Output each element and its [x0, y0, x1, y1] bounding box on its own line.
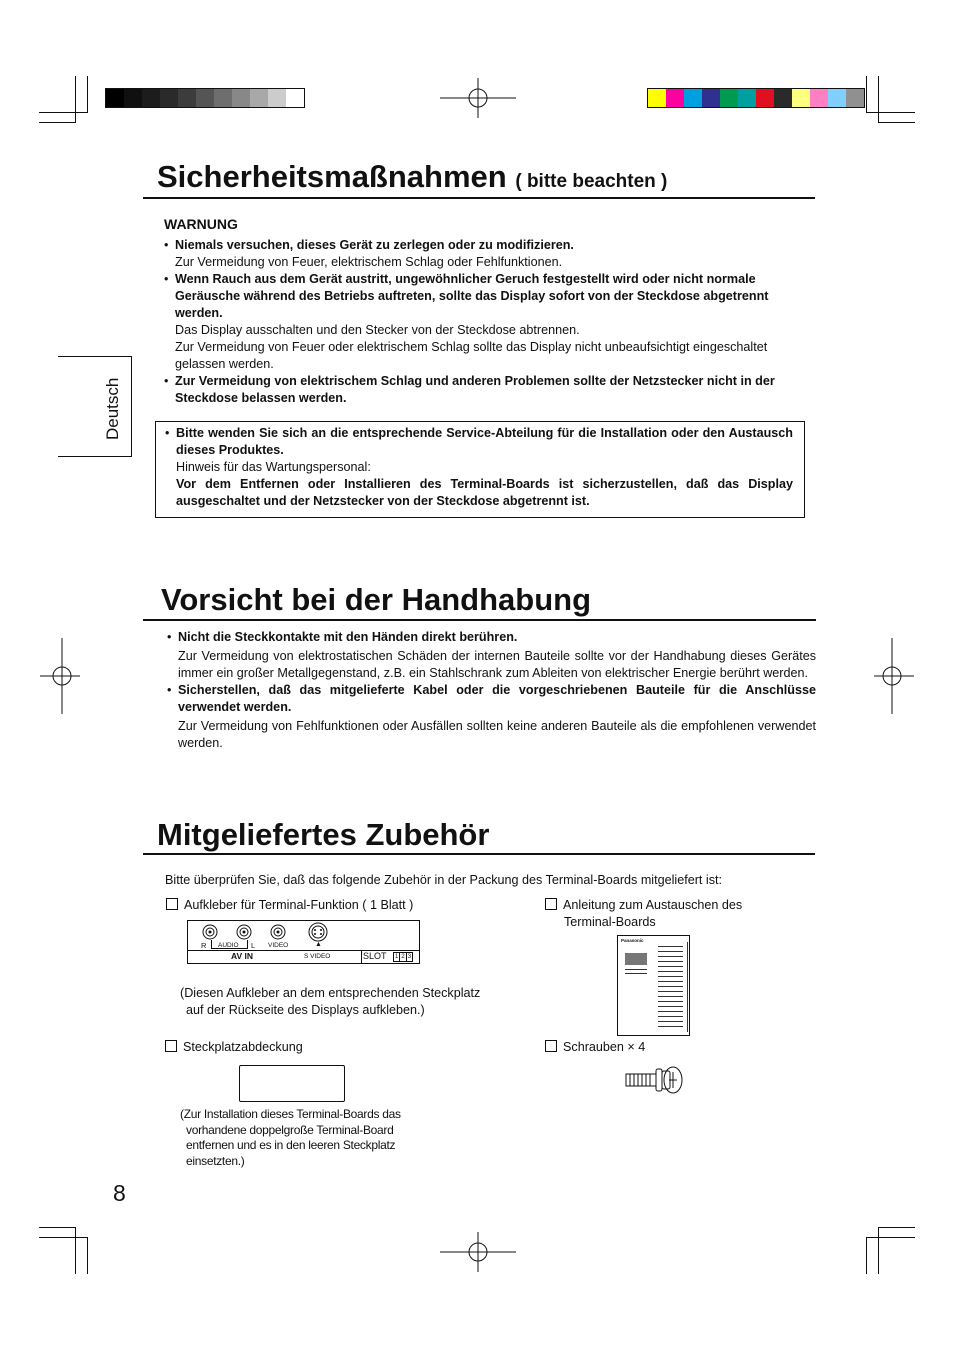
- crop-mark: [866, 1237, 915, 1238]
- color-swatch: [268, 89, 286, 107]
- manual-text-line: [658, 951, 683, 952]
- list-item-bold: Niemals versuchen, dieses Gerät zu zerlegen oder zu modifizieren.: [175, 238, 574, 252]
- note-line: (Zur Installation dieses Terminal-Boards das: [180, 1107, 401, 1121]
- registration-target-icon: [874, 638, 914, 714]
- section-subtitle: ( bitte beachten ): [515, 171, 668, 192]
- accessory-label: Anleitung zum Austauschen des: [563, 898, 743, 912]
- note-line: auf der Rückseite des Displays aufkleben.): [186, 1003, 425, 1017]
- color-swatch: [720, 89, 738, 107]
- manual-text-line: [658, 1011, 683, 1012]
- registration-target-icon: [440, 1232, 516, 1272]
- accessory-label: Aufkleber für Terminal-Funktion ( 1 Blatt ): [184, 898, 414, 912]
- color-swatch: [756, 89, 774, 107]
- manual-text-line: [658, 961, 683, 962]
- rca-jack-icon: [202, 924, 218, 940]
- handling-list: [167, 629, 816, 752]
- slot-number: 1: [395, 954, 399, 960]
- accessory-manual: [545, 897, 742, 931]
- list-item-bold: Nicht die Steckkontakte mit den Händen direkt berühren.: [178, 630, 518, 644]
- bullet-icon: •: [167, 630, 172, 644]
- color-swatch: [828, 89, 846, 107]
- service-notice: [165, 425, 793, 510]
- slot-cover-illustration: [239, 1065, 345, 1102]
- list-item-bold: Zur Vermeidung von elektrischem Schlag und anderen Problemen sollte der Netzstecker nicht in der Steckdose belassen werden.: [175, 374, 775, 405]
- crop-mark: [87, 76, 88, 113]
- registration-target-icon: [440, 78, 516, 118]
- list-item: [164, 271, 815, 373]
- list-item-text: Zur Vermeidung von elektrostatischen Schäden der internen Bauteile sollte vor der Handhabung dieses Gerätes immer ein großer Metallgegenstand, z.B. ein Stahlschrank zum Ableiten von elektrischer Energie berührt werden.: [178, 649, 816, 680]
- registration-target-icon: [40, 638, 80, 714]
- manual-text-line: [658, 981, 683, 982]
- bullet-icon: •: [167, 683, 172, 697]
- manual-text-line: [658, 996, 683, 997]
- warning-list: [164, 237, 815, 407]
- list-item: [164, 237, 815, 271]
- manual-illustration: [617, 935, 690, 1036]
- notice-bold: Bitte wenden Sie sich an die entsprechende Service-Abteilung für die Installation oder den Austausch dieses Produktes.: [176, 426, 793, 457]
- rca-jack-icon: [236, 924, 252, 940]
- crop-mark: [866, 112, 915, 113]
- sticker-audio: AUDIO: [218, 942, 239, 949]
- slot-number-box: [393, 952, 413, 962]
- section-title-text: Sicherheitsmaßnahmen: [157, 159, 507, 194]
- bullet-icon: •: [164, 238, 169, 252]
- slot-number: 3: [407, 954, 412, 960]
- sticker-av-in: AV IN: [231, 951, 254, 961]
- crop-mark: [878, 76, 879, 123]
- color-swatch: [702, 89, 720, 107]
- manual-text-line: [658, 1021, 683, 1022]
- bullet-icon: •: [165, 426, 170, 440]
- crop-mark: [39, 1237, 87, 1238]
- warning-label: WARNUNG: [164, 216, 238, 232]
- manual-column: [658, 942, 688, 1032]
- sticker-note: [180, 985, 480, 1019]
- color-colorbar: [647, 88, 865, 108]
- color-swatch: [774, 89, 792, 107]
- sticker-l: L: [251, 941, 256, 950]
- manual-brand: Panasonic: [621, 938, 644, 943]
- color-swatch: [106, 89, 124, 107]
- list-item: [167, 682, 816, 752]
- manual-text-line: [625, 969, 647, 970]
- accessory-label: Steckplatzabdeckung: [183, 1040, 303, 1054]
- accessory-label-2: Terminal-Boards: [564, 915, 656, 929]
- manual-text-line: [658, 1026, 683, 1027]
- section-rule: [143, 853, 815, 855]
- color-swatch: [196, 89, 214, 107]
- color-swatch: [792, 89, 810, 107]
- arrow-up-icon: ▲: [315, 941, 322, 948]
- color-swatch: [648, 89, 666, 107]
- color-swatch: [250, 89, 268, 107]
- crop-mark: [878, 122, 915, 123]
- crop-mark: [878, 1227, 915, 1228]
- crop-mark: [75, 1227, 76, 1274]
- manual-text-line: [658, 946, 683, 947]
- note-line: entfernen und es in den leeren Steckplatz: [186, 1138, 396, 1152]
- language-tab-label: Deutsch: [103, 377, 122, 440]
- crop-mark: [39, 122, 76, 123]
- bullet-icon: •: [164, 272, 169, 286]
- color-swatch: [846, 89, 864, 107]
- grayscale-colorbar: [105, 88, 305, 108]
- notice-text: Hinweis für das Wartungspersonal:: [176, 460, 371, 474]
- list-item-bold: Wenn Rauch aus dem Gerät austritt, ungewöhnlicher Geruch festgestellt wird oder nicht normale Geräusche während des Betriebs auftreten, sollte das Display sofort von der Steckdose abgetrennt werden.: [175, 272, 769, 320]
- color-swatch: [684, 89, 702, 107]
- manual-text-line: [658, 991, 683, 992]
- color-swatch: [178, 89, 196, 107]
- sticker-s-video: S VIDEO: [304, 953, 331, 960]
- note-line: vorhandene doppelgroße Terminal-Board: [186, 1122, 394, 1137]
- accessory-sticker: [166, 897, 413, 914]
- slot-cover-note: [180, 1107, 401, 1169]
- checkbox-icon: [166, 898, 178, 910]
- list-item-text: Zur Vermeidung von Fehlfunktionen oder Ausfällen sollten keine anderen Bauteile als die empfohlenen verwendet werden.: [178, 719, 816, 750]
- checkbox-icon: [545, 898, 557, 910]
- notice-bold-2: Vor dem Entfernen oder Installieren des Terminal-Boards ist sicherzustellen, daß das Display ausgeschaltet und der Netzstecker von der Steckdose abgetrennt ist.: [176, 477, 793, 508]
- accessory-label: Schrauben × 4: [563, 1040, 646, 1054]
- rca-jack-icon: [270, 924, 286, 940]
- crop-mark: [39, 1227, 76, 1228]
- list-item: [164, 373, 815, 407]
- bullet-icon: •: [164, 374, 169, 388]
- manual-text-line: [658, 956, 683, 957]
- s-video-jack-icon: [308, 922, 328, 942]
- terminal-sticker: [187, 920, 420, 964]
- section-title-handling: Vorsicht bei der Handhabung: [161, 582, 592, 617]
- color-swatch: [286, 89, 304, 107]
- manual-text-line: [658, 1001, 683, 1002]
- color-swatch: [142, 89, 160, 107]
- crop-mark: [866, 1237, 867, 1274]
- sticker-video: VIDEO: [268, 942, 289, 949]
- note-line: (Diesen Aufkleber an dem entsprechenden Steckplatz: [180, 986, 481, 1000]
- crop-mark: [87, 1237, 88, 1274]
- note-line: einsetzten.): [186, 1153, 245, 1168]
- crop-mark: [39, 112, 87, 113]
- manual-text-line: [658, 971, 683, 972]
- audio-bracket: [211, 940, 248, 949]
- manual-text-line: [658, 1006, 683, 1007]
- list-item-text: Zur Vermeidung von Feuer oder elektrischem Schlag sollte das Display nicht unbeaufsichtigt eingeschaltet gelassen werden.: [175, 340, 768, 371]
- list-item-bold: Sicherstellen, daß das mitgelieferte Kabel oder die vorgeschriebenen Bauteile für die Anschlüsse verwendet werden.: [178, 683, 816, 714]
- manual-text-line: [658, 986, 683, 987]
- slot-number: 2: [401, 954, 405, 960]
- manual-text-line: [625, 973, 647, 974]
- color-swatch: [232, 89, 250, 107]
- list-item: [167, 629, 816, 682]
- accessories-intro: Bitte überprüfen Sie, daß das folgende Zubehör in der Packung des Terminal-Boards mitgeliefert ist:: [165, 873, 722, 887]
- manual-text-line: [658, 976, 683, 977]
- sticker-slot: SLOT: [363, 951, 387, 961]
- color-swatch: [666, 89, 684, 107]
- page-number: 8: [113, 1180, 126, 1206]
- color-swatch: [160, 89, 178, 107]
- section-rule: [143, 619, 816, 621]
- color-swatch: [214, 89, 232, 107]
- accessory-screws: [545, 1039, 645, 1056]
- screw-icon: [625, 1064, 685, 1096]
- list-item-text: Zur Vermeidung von Feuer, elektrischem Schlag oder Fehlfunktionen.: [175, 255, 563, 269]
- color-swatch: [738, 89, 756, 107]
- checkbox-icon: [165, 1040, 177, 1052]
- crop-mark: [878, 1227, 879, 1274]
- section-title-safety: [157, 160, 667, 199]
- manual-text-line: [658, 966, 683, 967]
- accessory-slot-cover: [165, 1039, 303, 1056]
- checkbox-icon: [545, 1040, 557, 1052]
- list-item: [165, 425, 793, 510]
- color-swatch: [124, 89, 142, 107]
- manual-image-block: [625, 953, 647, 965]
- section-title-accessories: Mitgeliefertes Zubehör: [157, 817, 490, 852]
- crop-mark: [866, 76, 867, 113]
- list-item-text: Das Display ausschalten und den Stecker von der Steckdose abtrennen.: [175, 323, 580, 337]
- color-swatch: [810, 89, 828, 107]
- manual-text-line: [658, 1016, 683, 1017]
- crop-mark: [75, 76, 76, 123]
- section-rule: [143, 197, 815, 199]
- sticker-r: R: [201, 941, 207, 950]
